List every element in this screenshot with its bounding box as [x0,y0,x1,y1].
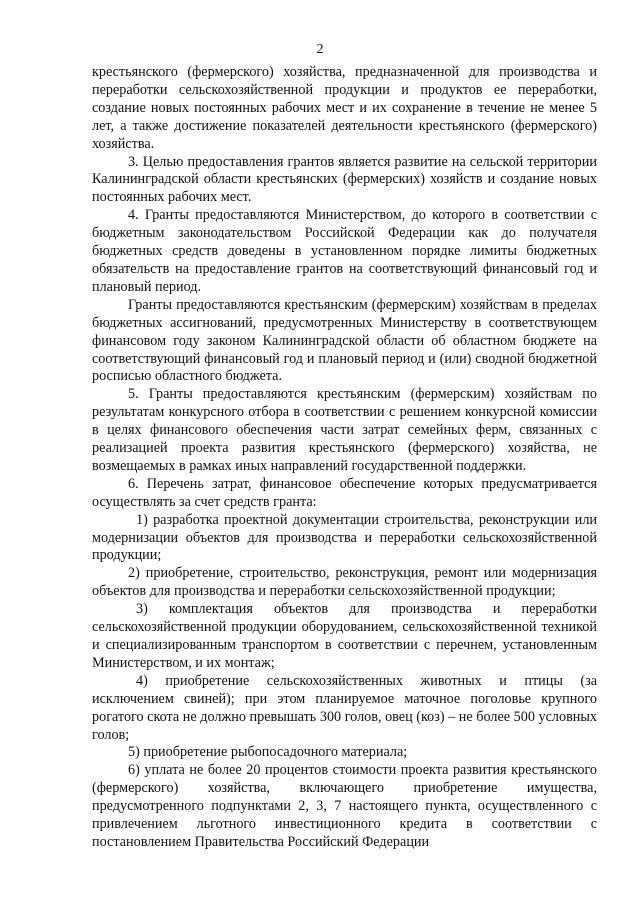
paragraph-item-5: 5. Гранты предоставляются крестьянским (фермерским) хозяйствам по результатам конкурсного отбора в соответствии с решением конкурсной комиссии в целях финансового обеспечения части затрат семейных ферм, связанных с реализацией проекта развития крестьянского (фермерского) хозяйства, не возмещаемых в рамках иных направлений государственной поддержки. [92,386,597,474]
paragraph-grants-budget: Гранты предоставляются крестьянским (фермерским) хозяйствам в пределах бюджетных ассигнований, предусмотренных Министерству в соответствующем финансовом году законом Калининградской области об областном бюджете на соответствующий финансовый год и плановый период и (или) сводной бюджетной росписью областного бюджета. [92,296,597,385]
list-item-2: 2) приобретение, строительство, реконструкция, ремонт или модернизация объектов для производства и переработки сельскохозяйственной продукции; [92,565,597,600]
list-item-1: 1) разработка проектной документации строительства, реконструкции или модернизации объектов для производства и переработки сельскохозяйственной продукции; [92,511,597,564]
list-item-4: 4) приобретение сельскохозяйственных животных и птицы (за исключением свиней); при этом планируемое маточное поголовье крупного рогатого скота не должно превышать 300 голов, овец (коз) – не более 500 условных голов; [92,672,597,743]
paragraph-item-6: 6. Перечень затрат, финансовое обеспечение которых предусматривается осуществлять за счет средств гранта: [92,475,597,510]
paragraph-item-4: 4. Гранты предоставляются Министерством, до которого в соответствии с бюджетным законодательством Российской Федерации как до получателя бюджетных средств доведены в установленном порядке лимиты бюджетных обязательств на предоставление грантов на соответствующий финансовый год и плановый период. [92,207,597,295]
list-item-6: 6) уплата не более 20 процентов стоимости проекта развития крестьянского (фермерского) хозяйства, включающего приобретение имущества, предусмотренного подпунктами 2, 3, 7 настоящего пункта, осуществленного с привлечением льготного инвестиционного кредита в соответствии с постановлением Правительства Российский Федерации [92,762,597,850]
list-item-5: 5) приобретение рыбопосадочного материала; [128,744,408,761]
paragraph-item-3: 3. Целью предоставления грантов является развитие на сельской территории Калининградской области крестьянских (фермерских) хозяйств и создание новых постоянных рабочих мест. [92,153,597,206]
list-item-3: 3) комплектация объектов для производства и переработки сельскохозяйственной продукции оборудованием, сельскохозяйственной техникой и специализированным транспортом в соответствии с перечнем, установленным Министерством, и их монтаж; [92,601,597,671]
document-body [92,64,597,852]
paragraph-continuation: крестьянского (фермерского) хозяйства, предназначенной для производства и переработки сельскохозяйственной продукции и продуктов ее переработки, создание новых постоянных рабочих мест и их сохранение в течение не менее 5 лет, а также достижение показателей деятельности крестьянского (фермерского) хозяйства. [92,64,597,152]
page-number: 2 [316,42,324,57]
